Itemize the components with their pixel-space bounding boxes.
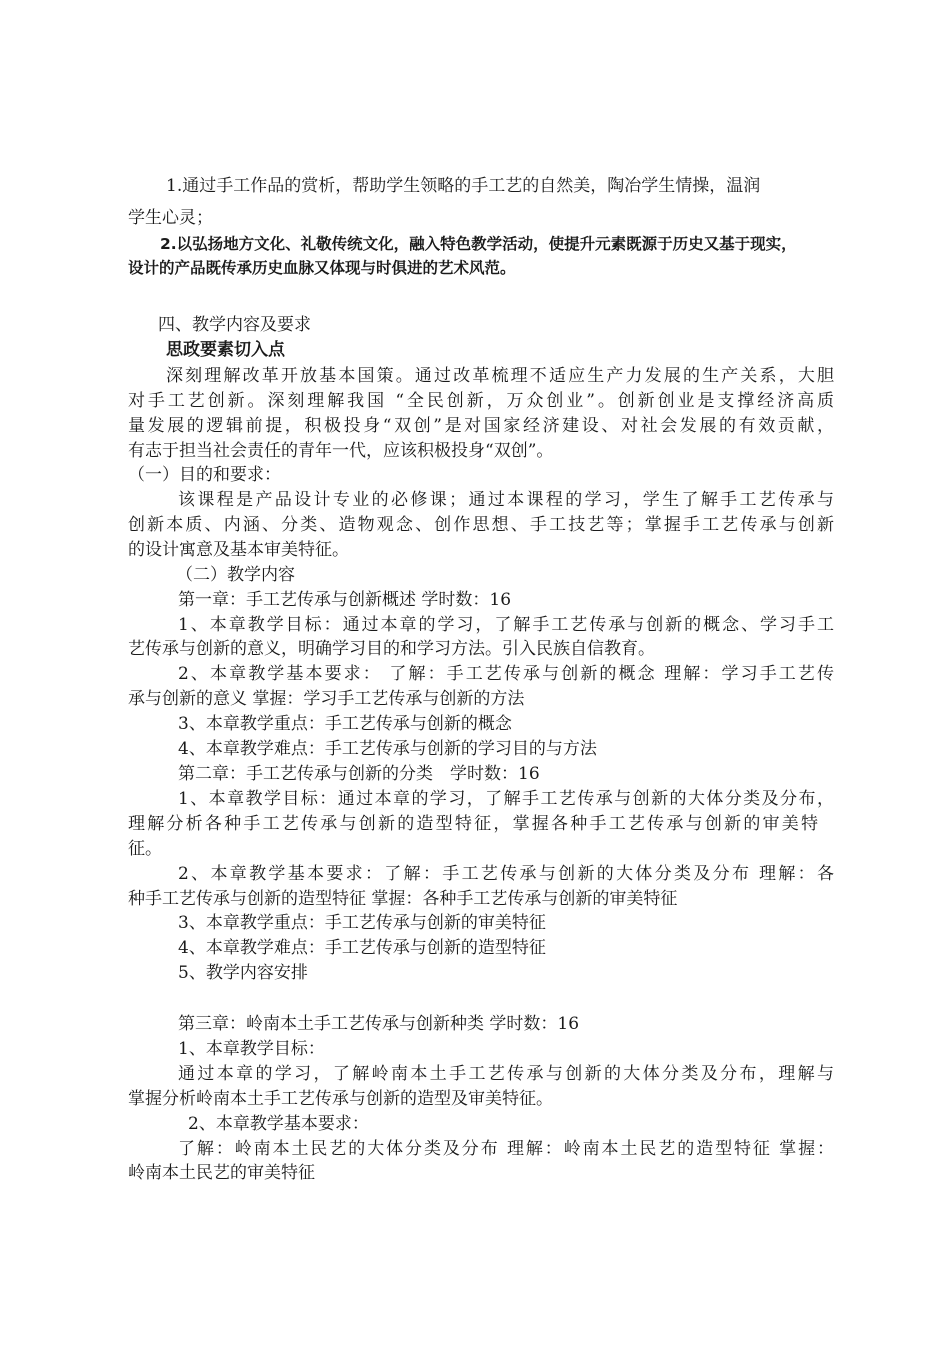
subheading-purpose: （一）目的和要求： [128,465,281,485]
subsection-heading: 思政要素切入点 [166,340,285,360]
objective-line-1-cont: 学生心灵； [128,208,213,228]
paragraph-line: 岭南本土民艺的审美特征 [128,1163,315,1183]
paragraph-line: 种手工艺传承与创新的造型特征 掌握：各种手工艺传承与创新的审美特征 [128,889,678,909]
paragraph-line: 承与创新的意义 掌握：学习手工艺传承与创新的方法 [128,689,525,709]
paragraph-line: 4、本章教学难点：手工艺传承与创新的学习目的与方法 [178,739,597,759]
chapter-1-title: 第一章：手工艺传承与创新概述 学时数：16 [178,590,512,610]
paragraph-line: 2、本章教学基本要求： [188,1114,369,1134]
paragraph-line: 2、本章教学基本要求： 了解：手工艺传承与创新的概念 理解：学习手工艺传 [178,664,834,684]
paragraph-line: 4、本章教学难点：手工艺传承与创新的造型特征 [178,938,546,958]
paragraph-line: 有志于担当社会责任的青年一代，应该积极投身“双创”。 [128,441,554,461]
paragraph-line: 深刻理解改革开放基本国策。通过改革梳理不适应生产力发展的生产关系，大胆 [166,366,834,386]
objective-line-1: 1.通过手工作品的赏析，帮助学生领略的手工艺的自然美，陶冶学生情操，温润 [166,176,761,196]
paragraph-line: 量发展的逻辑前提，积极投身“双创”是对国家经济建设、对社会发展的有效贡献， [128,416,834,436]
paragraph-line: 的设计寓意及基本审美特征。 [128,540,349,560]
paragraph-line: 2、本章教学基本要求：了解：手工艺传承与创新的大体分类及分布 理解：各 [178,864,834,884]
paragraph-line: 艺传承与创新的意义，明确学习目的和学习方法。引入民族自信教育。 [128,639,655,659]
paragraph-line: 1、本章教学目标：通过本章的学习，了解手工艺传承与创新的大体分类及分布， [178,789,834,809]
paragraph-line: 1、本章教学目标： [178,1039,325,1059]
chapter-3-title: 第三章：岭南本土手工艺传承与创新种类 学时数：16 [178,1014,580,1034]
paragraph-line: 通过本章的学习，了解岭南本土手工艺传承与创新的大体分类及分布，理解与 [178,1064,834,1084]
paragraph-line: 创新本质、内涵、分类、造物观念、创作思想、手工技艺等；掌握手工艺传承与创新 [128,515,834,535]
paragraph-line: 1、本章教学目标：通过本章的学习，了解手工艺传承与创新的概念、学习手工 [178,615,834,635]
paragraph-line: 理解分析各种手工艺传承与创新的造型特征，掌握各种手工艺传承与创新的审美特 [128,814,818,834]
subheading-content: （二）教学内容 [176,565,295,585]
paragraph-line: 掌握分析岭南本土手工艺传承与创新的造型及审美特征。 [128,1089,553,1109]
paragraph-line: 3、本章教学重点：手工艺传承与创新的概念 [178,714,512,734]
paragraph-line: 对手工艺创新。深刻理解我国 “全民创新，万众创业”。创新创业是支撑经济高质 [128,391,834,411]
paragraph-line: 该课程是产品设计专业的必修课；通过本课程的学习，学生了解手工艺传承与 [178,490,834,510]
paragraph-line: 5、教学内容安排 [178,963,308,983]
paragraph-line: 3、本章教学重点：手工艺传承与创新的审美特征 [178,913,546,933]
objective-line-2-cont: 设计的产品既传承历史血脉又体现与时俱进的艺术风范。 [128,259,516,277]
section-heading: 四、教学内容及要求 [158,315,311,335]
paragraph-line: 了解：岭南本土民艺的大体分类及分布 理解：岭南本土民艺的造型特征 掌握： [178,1139,834,1159]
chapter-2-title: 第二章：手工艺传承与创新的分类 学时数：16 [178,764,540,784]
objective-line-2: 2.以弘扬地方文化、礼敬传统文化，融入特色教学活动，使提升元素既源于历史又基于现实， [160,235,797,253]
paragraph-line: 征。 [128,839,162,859]
